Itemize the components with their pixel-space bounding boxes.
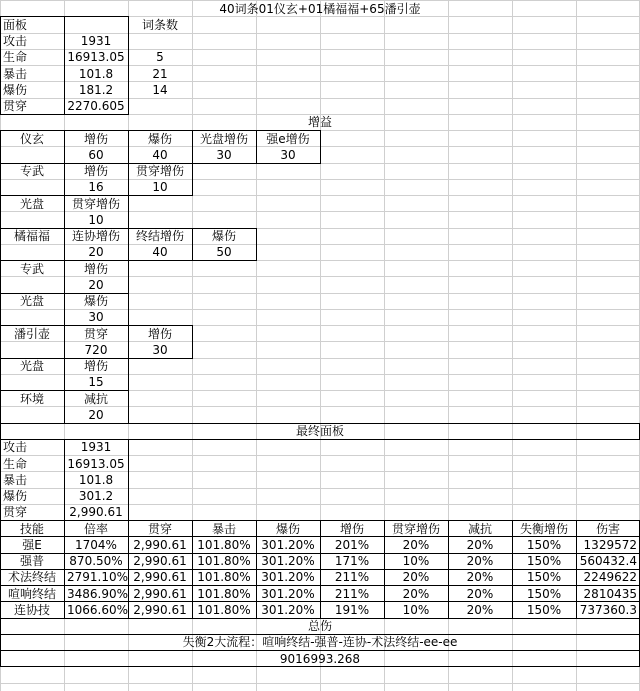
skill-header: 增伤	[339, 521, 364, 536]
skill-cell: 2249622	[583, 570, 637, 585]
buff-header: 爆伤	[83, 294, 108, 308]
skill-header: 失衡增伤	[519, 521, 568, 536]
skill-cell: 1329572	[583, 537, 637, 552]
final-value: 2,990.61	[69, 505, 123, 520]
total-border-top	[0, 618, 640, 619]
buff-divider	[64, 195, 65, 228]
skills-row-line	[0, 585, 640, 586]
skill-cell: 101.80%	[197, 554, 251, 568]
buff-group-name: 专武	[19, 261, 44, 276]
skill-cell: 150%	[526, 537, 562, 552]
buff-divider	[256, 130, 257, 163]
buff-group-name: 仪玄	[19, 131, 44, 146]
buff-value: 30	[280, 147, 296, 162]
skill-cell: 101.80%	[197, 586, 251, 601]
buff-value: 50	[216, 245, 232, 260]
panel-count: 5	[156, 50, 164, 65]
skill-cell: 20%	[466, 570, 494, 585]
panel-label: 贯穿	[3, 99, 28, 113]
buff-group-border-right	[256, 228, 257, 260]
skill-cell: 连协技	[13, 602, 50, 617]
total-border-bottom	[0, 666, 640, 667]
skill-cell: 强普	[19, 554, 44, 568]
buff-header: 增伤	[83, 359, 108, 373]
skill-cell: 20%	[402, 537, 430, 552]
buff-group-border-top	[0, 130, 321, 131]
buff-group-border-right	[128, 358, 129, 390]
buff-header: 光盘增伤	[199, 131, 248, 146]
buff-divider	[128, 325, 129, 358]
buff-group-border-top	[0, 163, 193, 164]
skill-cell: 211%	[334, 570, 370, 585]
panel-border-right	[128, 16, 129, 114]
skills-row-line	[0, 536, 640, 537]
buff-group-name: 光盘	[19, 196, 44, 211]
buff-header: 贯穿增伤	[71, 196, 120, 211]
buff-value: 20	[88, 277, 104, 292]
skill-cell: 20%	[402, 586, 430, 601]
skill-header: 倍率	[83, 521, 108, 536]
skill-header: 伤害	[595, 521, 620, 536]
buff-divider	[64, 358, 65, 391]
buff-header: 终结增伤	[135, 229, 184, 243]
skill-cell: 870.50%	[69, 554, 123, 568]
skill-cell: 2,990.61	[133, 537, 187, 552]
buff-value: 16	[88, 180, 104, 195]
final-panel-title: 最终面板	[295, 424, 344, 438]
final-label: 攻击	[3, 440, 28, 455]
buff-header: 增伤	[83, 164, 108, 178]
panel-header: 面板	[3, 17, 28, 32]
buff-value: 40	[152, 147, 168, 162]
skill-cell: 10%	[402, 554, 430, 568]
buff-group-name: 潘引壶	[13, 326, 50, 341]
skill-cell: 150%	[526, 554, 562, 568]
skill-cell: 20%	[466, 537, 494, 552]
skill-cell: 2791.10%	[67, 570, 129, 585]
buff-group-border-right	[192, 325, 193, 358]
skill-cell: 560432.4	[579, 554, 637, 568]
total-border-left	[0, 618, 1, 666]
skill-cell: 3486.90%	[67, 586, 129, 601]
buff-divider	[192, 130, 193, 163]
buff-header: 增伤	[83, 261, 108, 276]
skill-cell: 301.20%	[261, 537, 315, 552]
skill-cell: 211%	[334, 586, 370, 601]
buff-divider	[128, 163, 129, 196]
panel-value: 16913.05	[67, 50, 125, 65]
buff-value: 30	[152, 342, 168, 357]
buff-header: 爆伤	[147, 131, 172, 146]
final-value: 1931	[80, 440, 112, 455]
skill-cell: 2,990.61	[133, 570, 187, 585]
buff-group-name: 光盘	[19, 294, 44, 308]
buff-value: 15	[88, 375, 104, 390]
skill-header: 贯穿	[147, 521, 172, 536]
buff-group-border-left	[0, 390, 1, 423]
buff-group-name: 光盘	[19, 359, 44, 373]
skill-cell: 301.20%	[261, 586, 315, 601]
skill-cell: 201%	[334, 537, 370, 552]
buff-group-border-right	[192, 163, 193, 195]
buff-value: 20	[88, 245, 104, 260]
skill-cell: 喧响终结	[7, 586, 56, 601]
skill-header: 减抗	[467, 521, 492, 536]
total-line	[0, 634, 640, 635]
buff-value: 60	[88, 147, 104, 162]
buff-group-border-left	[0, 260, 1, 293]
buff-group-border-left	[0, 358, 1, 390]
buff-value: 30	[88, 310, 104, 325]
final-value: 301.2	[78, 489, 114, 503]
skill-cell: 150%	[526, 570, 562, 585]
buff-group-border-top	[0, 325, 193, 326]
buff-divider	[64, 130, 65, 163]
panel-value: 2270.605	[67, 99, 125, 113]
skill-header: 暴击	[211, 521, 236, 536]
panel-value: 1931	[80, 34, 112, 48]
total-line	[0, 650, 640, 651]
buff-value: 40	[152, 245, 168, 260]
buff-group-border-left	[0, 293, 1, 325]
panel-border-left	[0, 16, 1, 114]
skill-cell: 20%	[466, 554, 494, 568]
skill-cell: 150%	[526, 586, 562, 601]
panel-count: 14	[152, 82, 168, 97]
skill-cell: 737360.3	[579, 602, 637, 617]
buff-header: 连协增伤	[71, 229, 120, 243]
panel-label: 暴击	[3, 66, 28, 81]
buff-group-border-left	[0, 325, 1, 358]
skill-cell: 2,990.61	[133, 602, 187, 617]
final-label: 生命	[3, 456, 28, 471]
total-value: 9016993.268	[279, 651, 361, 666]
buff-group-border-right	[128, 260, 129, 293]
skill-cell: 2,990.61	[133, 554, 187, 568]
sheet-title: 40词条01仪玄+01橘福福+65潘引壶	[219, 1, 421, 16]
skill-cell: 术法终结	[7, 570, 56, 585]
skill-cell: 191%	[334, 602, 370, 617]
buff-group-name: 专武	[19, 164, 44, 178]
buff-group-border-left	[0, 228, 1, 260]
buff-divider	[128, 130, 129, 163]
total-title: 总伤	[307, 619, 332, 633]
buff-header: 减抗	[83, 391, 108, 406]
buff-header: 爆伤	[211, 229, 236, 243]
buff-divider	[64, 163, 65, 196]
panel-divider	[64, 16, 65, 114]
panel-count: 21	[152, 66, 168, 81]
buff-header: 强e增伤	[266, 131, 310, 146]
skill-cell: 171%	[334, 554, 370, 568]
skill-cell: 20%	[466, 586, 494, 601]
skill-header: 技能	[19, 521, 44, 536]
panel-label: 爆伤	[3, 82, 28, 97]
skills-row-line	[0, 569, 640, 570]
panel-label: 攻击	[3, 34, 28, 48]
skill-cell: 强E	[22, 537, 42, 552]
final-value: 16913.05	[67, 456, 125, 471]
buff-divider	[64, 390, 65, 423]
skill-cell: 301.20%	[261, 554, 315, 568]
buff-group-border-right	[128, 195, 129, 228]
final-divider	[64, 439, 65, 520]
skill-cell: 20%	[466, 602, 494, 617]
buff-group-name: 橘福福	[13, 229, 50, 243]
final-label: 爆伤	[3, 489, 28, 503]
buff-divider	[64, 260, 65, 293]
buff-group-name: 环境	[19, 391, 44, 406]
buff-value: 10	[152, 180, 168, 195]
count-header: 词条数	[141, 17, 178, 32]
skill-cell: 2,990.61	[133, 586, 187, 601]
buff-divider	[64, 228, 65, 261]
buff-value: 30	[216, 147, 232, 162]
buff-group-border-left	[0, 130, 1, 163]
buff-header: 增伤	[83, 131, 108, 146]
final-border-right	[128, 439, 129, 520]
buff-group-border-right	[128, 390, 129, 423]
final-title-border-top	[0, 423, 640, 424]
buff-group-border-left	[0, 163, 1, 195]
final-label: 暴击	[3, 472, 28, 487]
skill-cell: 101.80%	[197, 570, 251, 585]
skill-header: 贯穿增伤	[391, 521, 440, 536]
skill-cell: 150%	[526, 602, 562, 617]
final-value: 101.8	[78, 472, 114, 487]
final-label: 贯穿	[3, 505, 28, 520]
buff-title: 增益	[307, 115, 332, 130]
buff-divider	[64, 293, 65, 326]
skill-cell: 101.80%	[197, 537, 251, 552]
final-border-left	[0, 439, 1, 520]
skill-cell: 20%	[402, 570, 430, 585]
buff-header: 贯穿增伤	[135, 164, 184, 178]
buff-header: 贯穿	[83, 326, 108, 341]
buff-value: 10	[88, 212, 104, 227]
skills-row-line	[0, 553, 640, 554]
buff-value: 20	[88, 407, 104, 422]
skill-cell: 10%	[402, 602, 430, 617]
buff-group-border-right	[128, 293, 129, 325]
skill-cell: 1066.60%	[67, 602, 129, 617]
buff-group-border-right	[320, 130, 321, 163]
buff-value: 720	[84, 342, 108, 357]
skill-cell: 2810435	[583, 586, 637, 601]
buff-divider	[128, 228, 129, 261]
buff-header: 增伤	[147, 326, 172, 341]
skill-cell: 1704%	[75, 537, 117, 552]
buff-divider	[64, 325, 65, 358]
buff-group-border-left	[0, 195, 1, 228]
skill-cell: 301.20%	[261, 570, 315, 585]
panel-value: 181.2	[78, 82, 114, 97]
skill-header: 爆伤	[275, 521, 300, 536]
skill-cell: 301.20%	[261, 602, 315, 617]
panel-value: 101.8	[78, 66, 114, 81]
total-flow: 失衡2大流程：喧响终结-强普-连协-术法终结-ee-ee	[182, 635, 458, 650]
skill-cell: 101.80%	[197, 602, 251, 617]
skills-row-line	[0, 601, 640, 602]
panel-label: 生命	[3, 50, 28, 65]
final-title-border-left	[0, 423, 1, 439]
buff-divider	[192, 228, 193, 261]
